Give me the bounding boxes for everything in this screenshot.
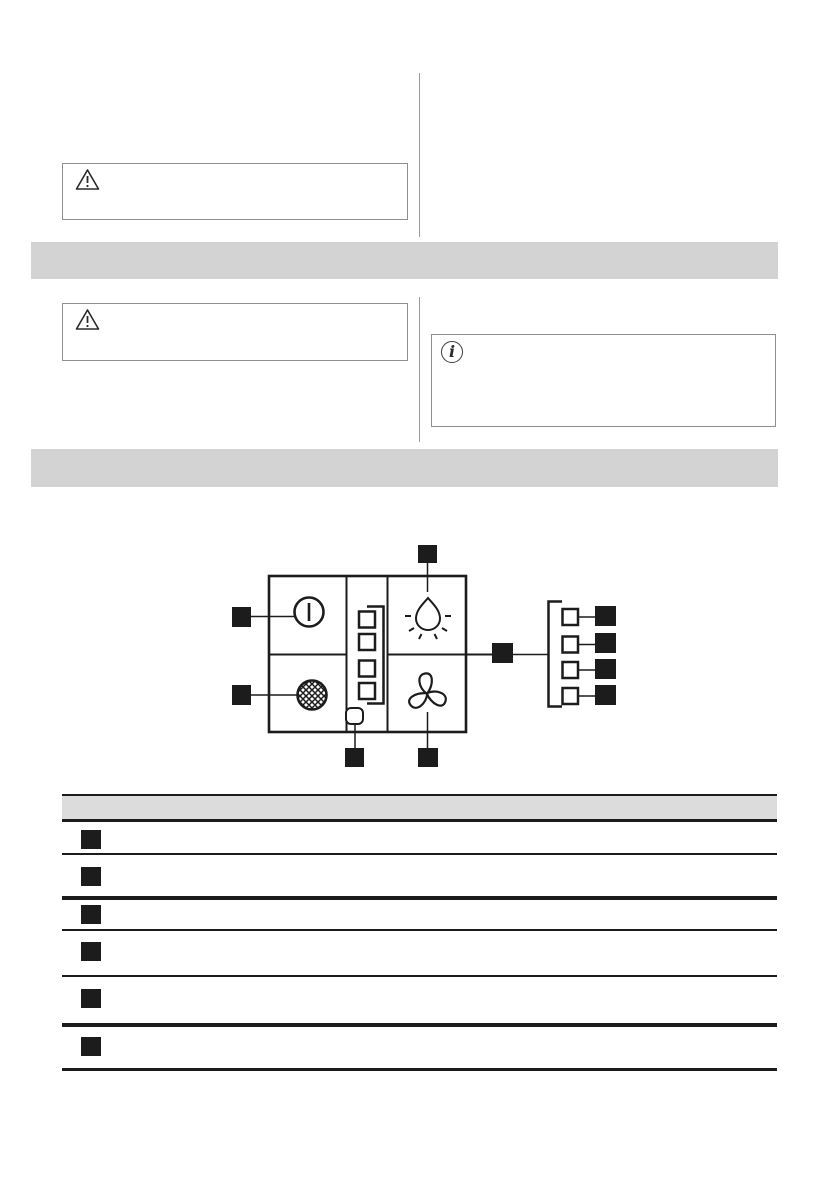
- table-row: [62, 1027, 777, 1071]
- callout-square-fan: [418, 748, 438, 767]
- led-indicator-column: [359, 612, 375, 700]
- right-detail-leds: [563, 609, 579, 704]
- section-title-1: [31, 242, 778, 262]
- power-icon: [295, 598, 324, 627]
- filter-icon: [298, 681, 327, 710]
- led-indicator-1: [359, 612, 375, 628]
- detail-led-2: [563, 637, 579, 653]
- row-marker-square: [81, 830, 101, 849]
- info-box: [431, 334, 776, 427]
- callout-square-led-group: [492, 643, 513, 663]
- table-row: [62, 900, 777, 931]
- fan-icon: [407, 673, 448, 710]
- warning-box-1: [62, 163, 408, 220]
- section-header-bar-2: [31, 449, 778, 487]
- callout-square-detail-led-1: [595, 606, 616, 626]
- row-marker-square: [81, 942, 101, 961]
- table-row: [62, 855, 777, 900]
- callout-square-small-button: [345, 748, 364, 767]
- callout-square-light: [418, 545, 437, 563]
- info-icon: [441, 341, 463, 363]
- detail-led-3: [563, 662, 579, 678]
- detail-led-4: [563, 688, 579, 704]
- section-header-bar-1: [31, 242, 778, 279]
- right-detail-bracket: [549, 602, 563, 707]
- info-icon-glyph: i: [448, 342, 456, 361]
- callout-square-detail-led-2: [595, 633, 616, 653]
- led-indicator-4: [359, 683, 375, 699]
- column-divider-middle: [419, 297, 420, 442]
- table-row: [62, 822, 777, 855]
- warning-triangle-icon: [75, 168, 100, 191]
- legend-table: [62, 794, 777, 1071]
- column-divider-top: [419, 73, 420, 237]
- table-row: [62, 977, 777, 1027]
- table-row: [62, 931, 777, 977]
- small-button: [346, 708, 363, 724]
- row-marker-square: [81, 867, 101, 886]
- control-panel-diagram: [0, 535, 839, 780]
- table-header: [62, 794, 777, 822]
- callout-square-detail-led-3: [595, 659, 616, 679]
- warning-box-2: [62, 303, 408, 361]
- callout-markers: [232, 545, 616, 767]
- row-marker-square: [81, 989, 101, 1008]
- led-indicator-2: [359, 634, 375, 650]
- callout-square-filter: [232, 685, 251, 705]
- section-title-2: [31, 449, 778, 469]
- row-marker-square: [81, 905, 101, 924]
- light-icon: [405, 598, 451, 639]
- detail-led-1: [563, 609, 579, 625]
- callout-square-power: [232, 607, 251, 627]
- led-indicator-3: [359, 661, 375, 677]
- row-marker-square: [81, 1037, 101, 1056]
- callout-square-detail-led-4: [595, 685, 616, 705]
- warning-triangle-icon: [75, 308, 100, 331]
